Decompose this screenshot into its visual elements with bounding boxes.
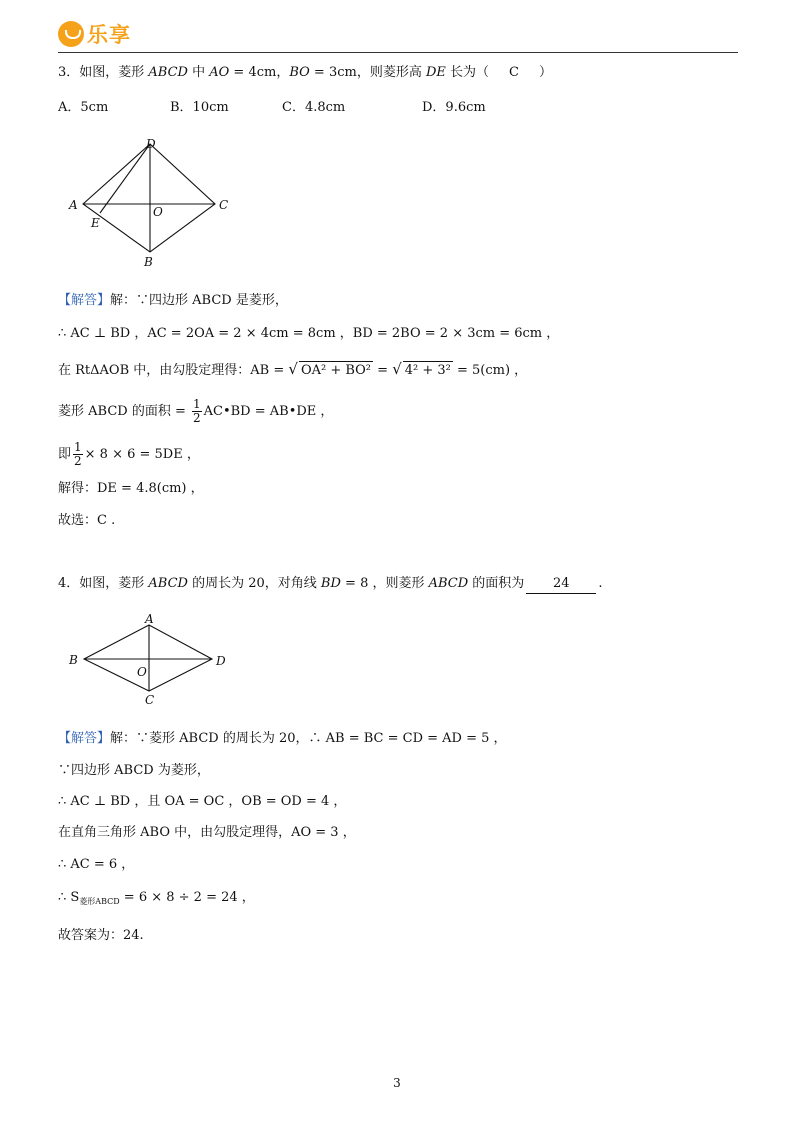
page-header	[58, 18, 738, 53]
q3-option-a: A．5cm	[58, 100, 109, 115]
q4-solution-line-2: ∵四边形 ABCD 为菱形，	[58, 763, 210, 778]
brand-logo	[58, 20, 131, 48]
q3-answer: C	[509, 65, 519, 80]
q3-solution-line-1: 【解答】解：∵四边形 ABCD 是菱形，	[58, 293, 288, 308]
label-c: C	[219, 198, 229, 212]
height-de	[100, 144, 150, 213]
q3-rhombus-figure	[60, 132, 250, 272]
q4-solution-line-6: ∴ $S_{菱形ABCD} = 6 \times 8 \div 2 = 24$ ，	[58, 890, 255, 906]
label-b: B	[144, 255, 153, 269]
page-number: 3	[393, 1076, 401, 1090]
label-c: C	[145, 693, 155, 707]
label-d: D	[216, 654, 226, 668]
q3-option-b: B．10cm	[170, 100, 229, 115]
q4-answer-blank: 24	[526, 575, 596, 594]
label-o: O	[153, 205, 163, 219]
q3-solution-line-5: 即 $\frac{1}{2}$ × 8 × 6 = 5DE ，	[58, 440, 200, 468]
q4-solution-line-5: ∴ AC = 6 ，	[58, 857, 135, 872]
fraction-half: $\frac{1}{2}$	[192, 397, 201, 425]
q4-solution-line-3: ∴ AC ⊥ BD ，且 OA = OC ，OB = OD = 4 ，	[58, 794, 347, 809]
q3-option-c: C．4.8cm	[282, 100, 346, 115]
q4-solution-line-4: 在直角三角形 ABO 中，由勾股定理得，AO = 3 ，	[58, 825, 356, 840]
rhombus-outline	[84, 625, 212, 691]
q4-stem: 4．如图，菱形 ABCD 的周长为 20，对角线 BD = 8 ，则菱形 ABCD 的面积为 24 .	[58, 575, 602, 594]
smile-logo-icon	[58, 21, 84, 47]
q3-solution-line-4: 菱形 ABCD 的面积 = $\frac{1}{2}$ AC•BD = AB•DE ，	[58, 397, 334, 425]
label-a: A	[145, 612, 154, 626]
q3-solution-line-2: ∴ AC ⊥ BD ，AC = 2OA = 2 × 4cm = 8cm ，BD = 2BO = 2 × 3cm = 6cm ，	[58, 326, 560, 341]
q3-stem: 3．如图，菱形 ABCD 中 AO = 4cm，BO = 3cm，则菱形高 DE 长为（ C ）	[58, 65, 553, 80]
q4-solution-line-1: 【解答】解：∵菱形 ABCD 的周长为 20，∴ AB = BC = CD = AD = 5 ，	[58, 731, 507, 746]
label-b: B	[69, 653, 78, 667]
q3-solution-line-7: 故选：C .	[58, 513, 116, 528]
label-a: A	[69, 198, 78, 212]
label-o: O	[137, 665, 147, 679]
label-e: E	[91, 216, 100, 230]
solution-tag: 【解答】	[58, 293, 111, 308]
q4-rhombus-figure	[62, 608, 242, 708]
fraction-half: $\frac{1}{2}$	[74, 440, 82, 468]
q3-solution-line-6: 解得：DE = 4.8(cm) ，	[58, 481, 204, 496]
label-d: D	[146, 137, 156, 151]
solution-tag: 【解答】	[58, 731, 111, 746]
q3-solution-line-3: 在 RtΔAOB 中，由勾股定理得：AB = √ OA² + BO² = √ 4² + 3² = 5(cm) ，	[58, 360, 528, 378]
rhombus-outline	[83, 144, 215, 252]
logo-text: 乐享	[87, 23, 131, 47]
q3-option-d: D．9.6cm	[422, 100, 486, 115]
q4-solution-line-7: 故答案为：24.	[58, 928, 144, 943]
